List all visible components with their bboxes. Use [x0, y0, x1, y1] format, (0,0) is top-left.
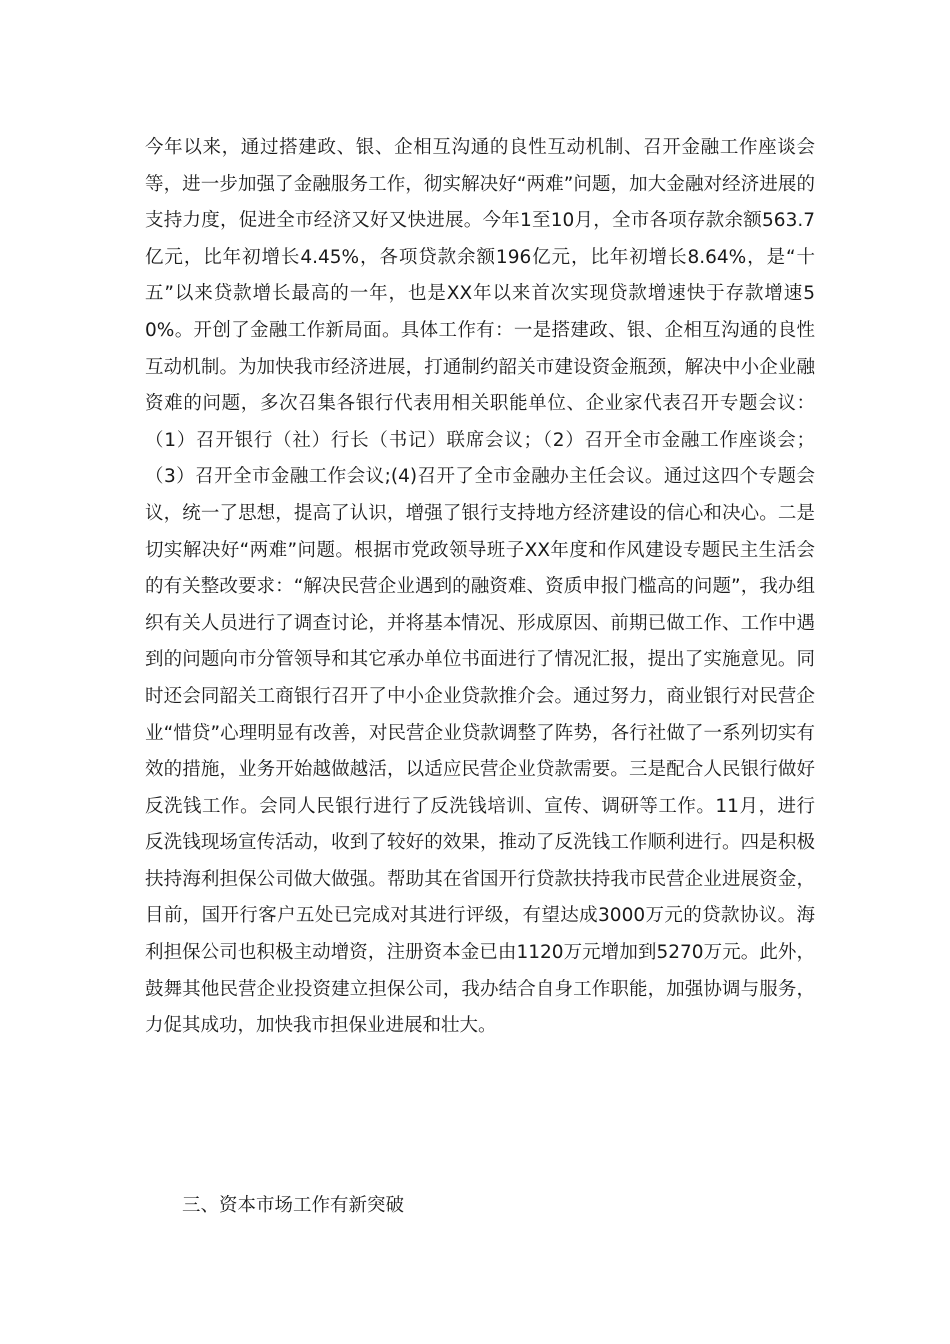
body-paragraph: 今年以来，通过搭建政、银、企相互沟通的良性互动机制、召开金融工作座谈会等，进一步加强了金融服务工作，彻实解决好“两难”问题，加大金融对经济进展的支持力度，促进全市经济又好又快进展。今年1至10月，全市各项存款余额563.7亿元，比年初增长4.45%，各项贷款余额196亿元，比年初增长8.64%，是“十五”以来贷款增长最高的一年，也是XX年以来首次实现贷款增速快于存款增速50%。开创了金融工作新局面。具体工作有：一是搭建政、银、企相互沟通的良性互动机制。为加快我市经济进展，打通制约韶关市建设资金瓶颈，解决中小企业融资难的问题，多次召集各银行代表用相关职能单位、企业家代表召开专题会议：（1）召开银行（社）行长（书记）联席会议；（2）召开全市金融工作座谈会；（3）召开全市金融工作会议;(4)召开了全市金融办主任会议。通过这四个专题会议，统一了思想，提高了认识，增强了银行支持地方经济建设的信心和决心。二是切实解决好“两难”问题。根据市党政领导班子XX年度和作风建设专题民主生活会的有关整改要求：“解决民营企业遇到的融资难、资质申报门槛高的问题”，我办组织有关人员进行了调查讨论，并将基本情况、形成原因、前期已做工作、工作中遇到的问题向市分管领导和其它承办单位书面进行了情况汇报，提出了实施意见。同时还会同韶关工商银行召开了中小企业贷款推介会。通过努力，商业银行对民营企业“惜贷”心理明显有改善，对民营企业贷款调整了阵势，各行社做了一系列切实有效的措施，业务开始越做越活，以适应民营企业贷款需要。三是配合人民银行做好反洗钱工作。会同人民银行进行了反洗钱培训、宣传、调研等工作。11月，进行反洗钱现场宣传活动，收到了较好的效果，推动了反洗钱工作顺利进行。四是积极扶持海利担保公司做大做强。帮助其在省国开行贷款扶持我市民营企业进展资金，目前，国开行客户五处已完成对其进行评级，有望达成3000万元的贷款协议。海利担保公司也积极主动增资，注册资本金已由1120万元增加到5270万元。此外，鼓舞其他民营企业投资建立担保公司，我办结合自身工作职能，加强协调与服务，力促其成功，加快我市担保业进展和壮大。	[145, 137, 815, 1037]
section-heading: 三、资本市场工作有新突破	[182, 1195, 405, 1216]
